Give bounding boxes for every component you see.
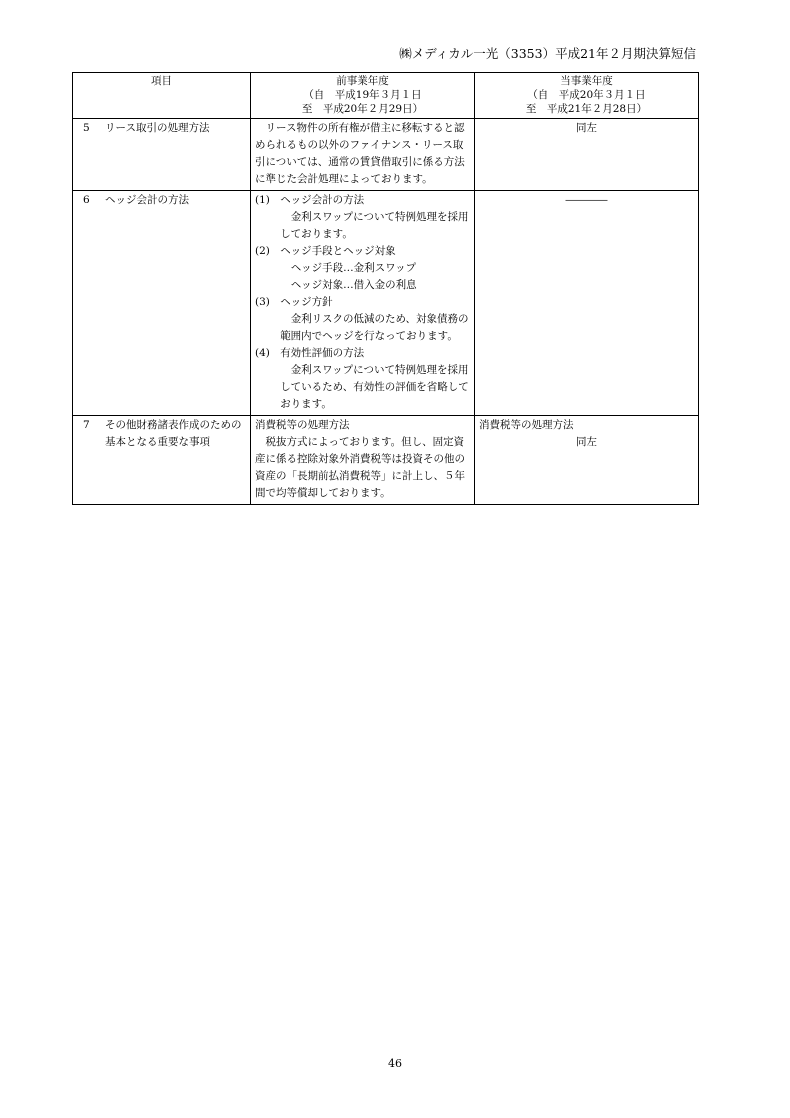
sub-heading-3: (3) ヘッジ方針: [255, 296, 333, 308]
curr-year-cell: [475, 416, 699, 505]
document-header: ㈱メディカル一光（3353）平成21年２月期決算短信: [399, 46, 696, 61]
prev-year-to: 至 平成20年２月29日）: [301, 103, 424, 115]
sub-body-2-line-1: ヘッジ手段…金利スワップ: [290, 262, 417, 274]
table-row: [73, 416, 699, 505]
curr-year-from: （自 平成20年３月１日: [527, 89, 646, 101]
item-number: 5: [83, 122, 90, 134]
prev-year-text: リース物件の所有権が借主に移転すると認められるもの以外のファイナンス・リース取引については、通常の賃貸借取引に係る方法に準じた会計処理によっております。: [255, 122, 465, 185]
sub-heading-2: (2) ヘッジ手段とヘッジ対象: [255, 245, 396, 257]
header-item: 項目: [73, 73, 251, 119]
curr-year-text: 同左: [576, 122, 597, 134]
curr-year-to: 至 平成21年２月28日）: [525, 103, 648, 115]
prev-year-cell: [251, 416, 475, 505]
sub-heading-4: (4) 有効性評価の方法: [255, 347, 365, 359]
curr-year-text: 同左: [576, 436, 597, 448]
sub-body-1: 金利スワップについて特例処理を採用しております。: [280, 211, 469, 240]
item-cell: [73, 191, 251, 416]
item-cell: [73, 119, 251, 191]
prev-year-from: （自 平成19年３月１日: [303, 89, 422, 101]
item-number: 6: [83, 194, 90, 206]
item-cell: [73, 416, 251, 505]
prev-year-text: 税抜方式によっております。但し、固定資産に係る控除対象外消費税等は投資その他の資産の「長期前払消費税等」に計上し、５年間で均等償却しております。: [255, 436, 465, 499]
item-label: その他財務諸表作成のための基本となる重要な事項: [105, 419, 242, 448]
curr-year-cell: [475, 119, 699, 191]
page-number: 46: [388, 1057, 402, 1070]
sub-body-3: 金利リスクの低減のため、対象債務の範囲内でヘッジを行なっております。: [280, 313, 469, 342]
prev-year-cell: [251, 119, 475, 191]
table-row: [73, 119, 699, 191]
curr-year-subtitle: 消費税等の処理方法: [479, 419, 574, 431]
prev-year-subtitle: 消費税等の処理方法: [255, 419, 350, 431]
accounting-policy-table: [72, 72, 699, 505]
curr-year-cell: [475, 191, 699, 416]
prev-year-cell: [251, 191, 475, 416]
curr-year-title: 当事業年度: [560, 75, 613, 87]
sub-body-4: 金利スワップについて特例処理を採用しているため、有効性の評価を省略しております。: [280, 364, 469, 410]
item-label: ヘッジ会計の方法: [105, 194, 189, 206]
table-header-row: [73, 73, 699, 119]
sub-body-2-line-2: ヘッジ対象…借入金の利息: [290, 279, 417, 291]
sub-heading-1: (1) ヘッジ会計の方法: [255, 194, 365, 206]
curr-year-dash: ――――: [565, 194, 608, 206]
item-label: リース取引の処理方法: [105, 122, 210, 134]
prev-year-title: 前事業年度: [336, 75, 389, 87]
table-row: [73, 191, 699, 416]
item-number: 7: [83, 419, 90, 431]
header-previous-year: [251, 73, 475, 119]
header-current-year: [475, 73, 699, 119]
